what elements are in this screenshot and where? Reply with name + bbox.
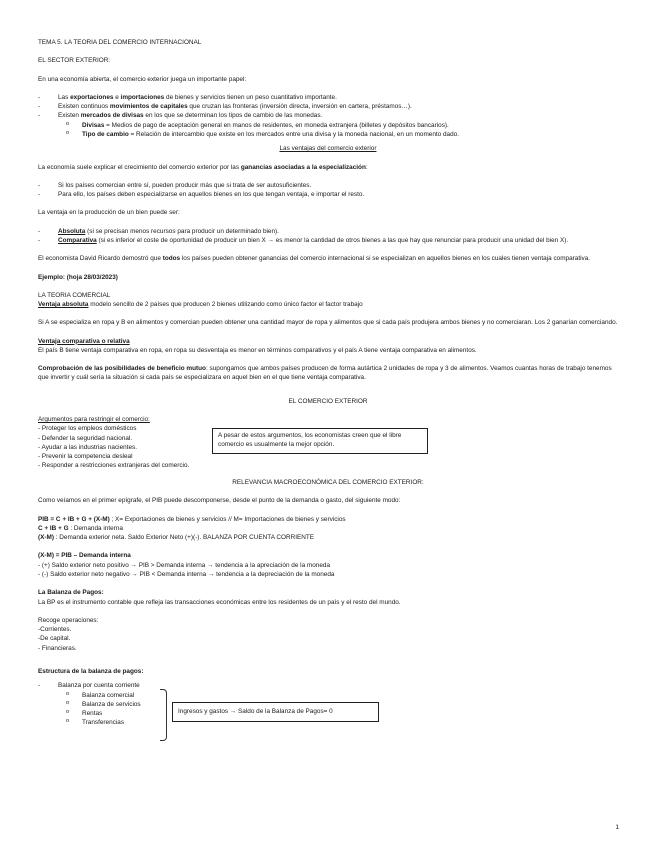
demanda-exterior-line: (X-M) : Demanda exterior neta. Saldo Exterior Neto (+)(-). BALANZA POR CUENTA CORRIENTE [38,534,315,542]
estructura-list [38,681,618,690]
ventaja-comparativa-text: El país B tiene ventaja comparativa en ropa, en ropa su desventaja es menor en términos comparativos y el país A tiene ventaja comparativa en alimentos. [38,346,477,354]
argumentos-section [38,415,618,473]
relevancia-heading: RELEVANCIA MACROECONÓMICA DEL COMERCIO EXTERIOR: [232,479,424,487]
saldo-equation: (X-M) = PIB – Demanda interna [38,552,131,560]
list-item: - Ayudar a las industrias nacientes. [38,443,137,451]
teoria-heading: LA TEORIA COMERCIAL [38,291,111,299]
balanza-text: La BP es el instrumento contable que refleja las transacciones económicas entre los residentes de un país y el resto del mundo. [38,598,401,606]
recoge-label: Recoge operaciones: [38,616,99,624]
list-item: - Balanza por cuenta corriente [38,681,618,690]
list-item: - Las exportaciones e importaciones de bienes y servicios tienen un peso cuantitativo importante. [38,93,618,102]
list-item: - Prevenir la competencia desleal [38,453,133,461]
pib-equation: PIB = C + IB + G + (X-M) ; X= Exportaciones de bienes y servicios // M= Importaciones de bienes y servicios [38,515,346,523]
list-item: o Balanza de servicios [38,700,618,709]
list-item: - Existen mercados de divisas en los que se determinan los tipos de cambio de las monedas. [38,111,618,120]
ventaja-comparativa-heading: Ventaja comparativa o relativa [38,337,130,345]
list-item: - Existen continuos movimientos de capitales que cruzan las fronteras (inversión directa, inversión en cartera, préstamos…). [38,102,618,111]
list-item: - Para ello, los países deben especializarse en aquellos bienes en los que tengan ventaja, e importar el resto. [38,190,618,199]
divisas-sublist [38,121,618,140]
list-item: - Financieras. [38,644,77,652]
ventaja-intro: La ventaja en la producción de un bien puede ser: [38,209,180,217]
document-content [38,38,618,741]
list-item: - Comparativa (si es inferior el coste de oportunidad de producir un bien X → es menor la cantidad de otros bienes a las que hay que renunciar para producir una unidad del bien X). [38,236,618,245]
ventajas-list [38,181,618,200]
list-item: -Corrientes. [38,626,72,634]
libre-comercio-box: A pesar de estos argumentos, los economistas creen que el libre comercio es usualmente la mejor opción. [212,428,428,454]
estructura-section [38,681,618,741]
list-item: o Tipo de cambio = Relación de intercambio que existe en los mercados entre una divisa y la moneda nacional, en un momento dado. [38,130,618,139]
demanda-interna-line: C + IB + G : Demanda interna [38,524,123,532]
list-item: -De capital. [38,635,71,643]
saldo-negativo-line: - (-) Saldo exterior neto negativo → PIB < Demanda interna → tendencia a la depreciación de la moneda [38,571,335,578]
ventajas-heading: Las ventajas del comercio exterior [279,145,377,153]
ejemplo-label: Ejemplo: (hoja 28/03/2023) [38,273,118,281]
estructura-heading: Estructura de la balanza de pagos: [38,667,144,675]
saldo-positivo-line: - (+) Saldo exterior neto positivo → PIB > Demanda interna → tendencia a la apreciación de la moneda [38,561,331,569]
list-item: o Divisas = Medios de pago de aceptación general en manos de residentes, en moneda extranjera (billetes y depósitos bancarios). [38,121,618,130]
relevancia-intro: Como veíamos en el primer epígrafe, el PIB puede descomponerse, desde el punto de la demanda o gasto, del siguiente modo: [38,497,401,505]
ventajas-intro: La economía suele explicar el crecimiento del comercio exterior por las ganancias asociadas a la especialización: [38,163,368,171]
argumentos-heading: Argumentos para restringir el comercio: [38,416,150,424]
list-item: o Transferencias [38,718,618,727]
document-title: TEMA 5. LA TEORIA DEL COMERCIO INTERNACIONAL [38,39,202,46]
ventaja-absoluta-text: Ventaja absoluta modelo sencillo de 2 países que producen 2 bienes utilizando como único factor el factor trabajo [38,301,363,309]
list-item: - Proteger los empleos domésticos [38,425,137,433]
list-item: o Balanza comercial [38,691,618,700]
saldo-balanza-box: Ingresos y gastos → Saldo de la Balanza de Pagos= 0 [172,702,379,721]
comercio-exterior-heading: EL COMERCIO EXTERIOR [288,397,368,405]
list-item: - Responder a restricciones extranjeras del comercio. [38,462,190,470]
balanza-heading: La Balanza de Pagos: [38,589,104,597]
list-item: o Rentas [38,709,618,718]
teoria-paragraph: Si A se especializa en ropa y B en alimentos y comercian pueden obtener una cantidad mayor de ropa y alimentos que si cada país produjera ambos bienes y no comerciaran. Los 2 ganarían comerciando. [38,319,618,327]
sector-exterior-intro: En una economía abierta, el comercio exterior juega un importante papel: [38,75,247,83]
page-number: 1 [615,824,619,831]
list-item: - Defender la seguridad nacional. [38,434,133,442]
beneficio-mutuo-paragraph: Comprobación de las posibilidades de beneficio mutuo: supongamos que ambos países producen de forma autártica 2 unidades de ropa y 3 de alimentos. Veamos cuantas horas de trabajo tenemos que invertir y cuál sería la situación si cada país se especializara en aquel bien en el que tiene ventaja comparativa. [38,365,612,382]
list-item: - Absoluta (si se precisan menos recursos para producir un determinado bien). [38,227,618,236]
sector-exterior-heading: EL SECTOR EXTERIOR: [38,57,111,65]
list-item: - Si los países comercian entre sí, pueden producir más que si trata de ser autosuficientes. [38,181,618,190]
ventaja-types-list [38,227,618,246]
brace-bracket [160,689,167,741]
sector-exterior-list [38,93,618,121]
ricardo-paragraph: El economista David Ricardo demostró que todos los países pueden obtener ganancias del comercio internacional si se especializan en aquellos bienes en los cuales tienen ventaja comparativa. [38,255,591,263]
